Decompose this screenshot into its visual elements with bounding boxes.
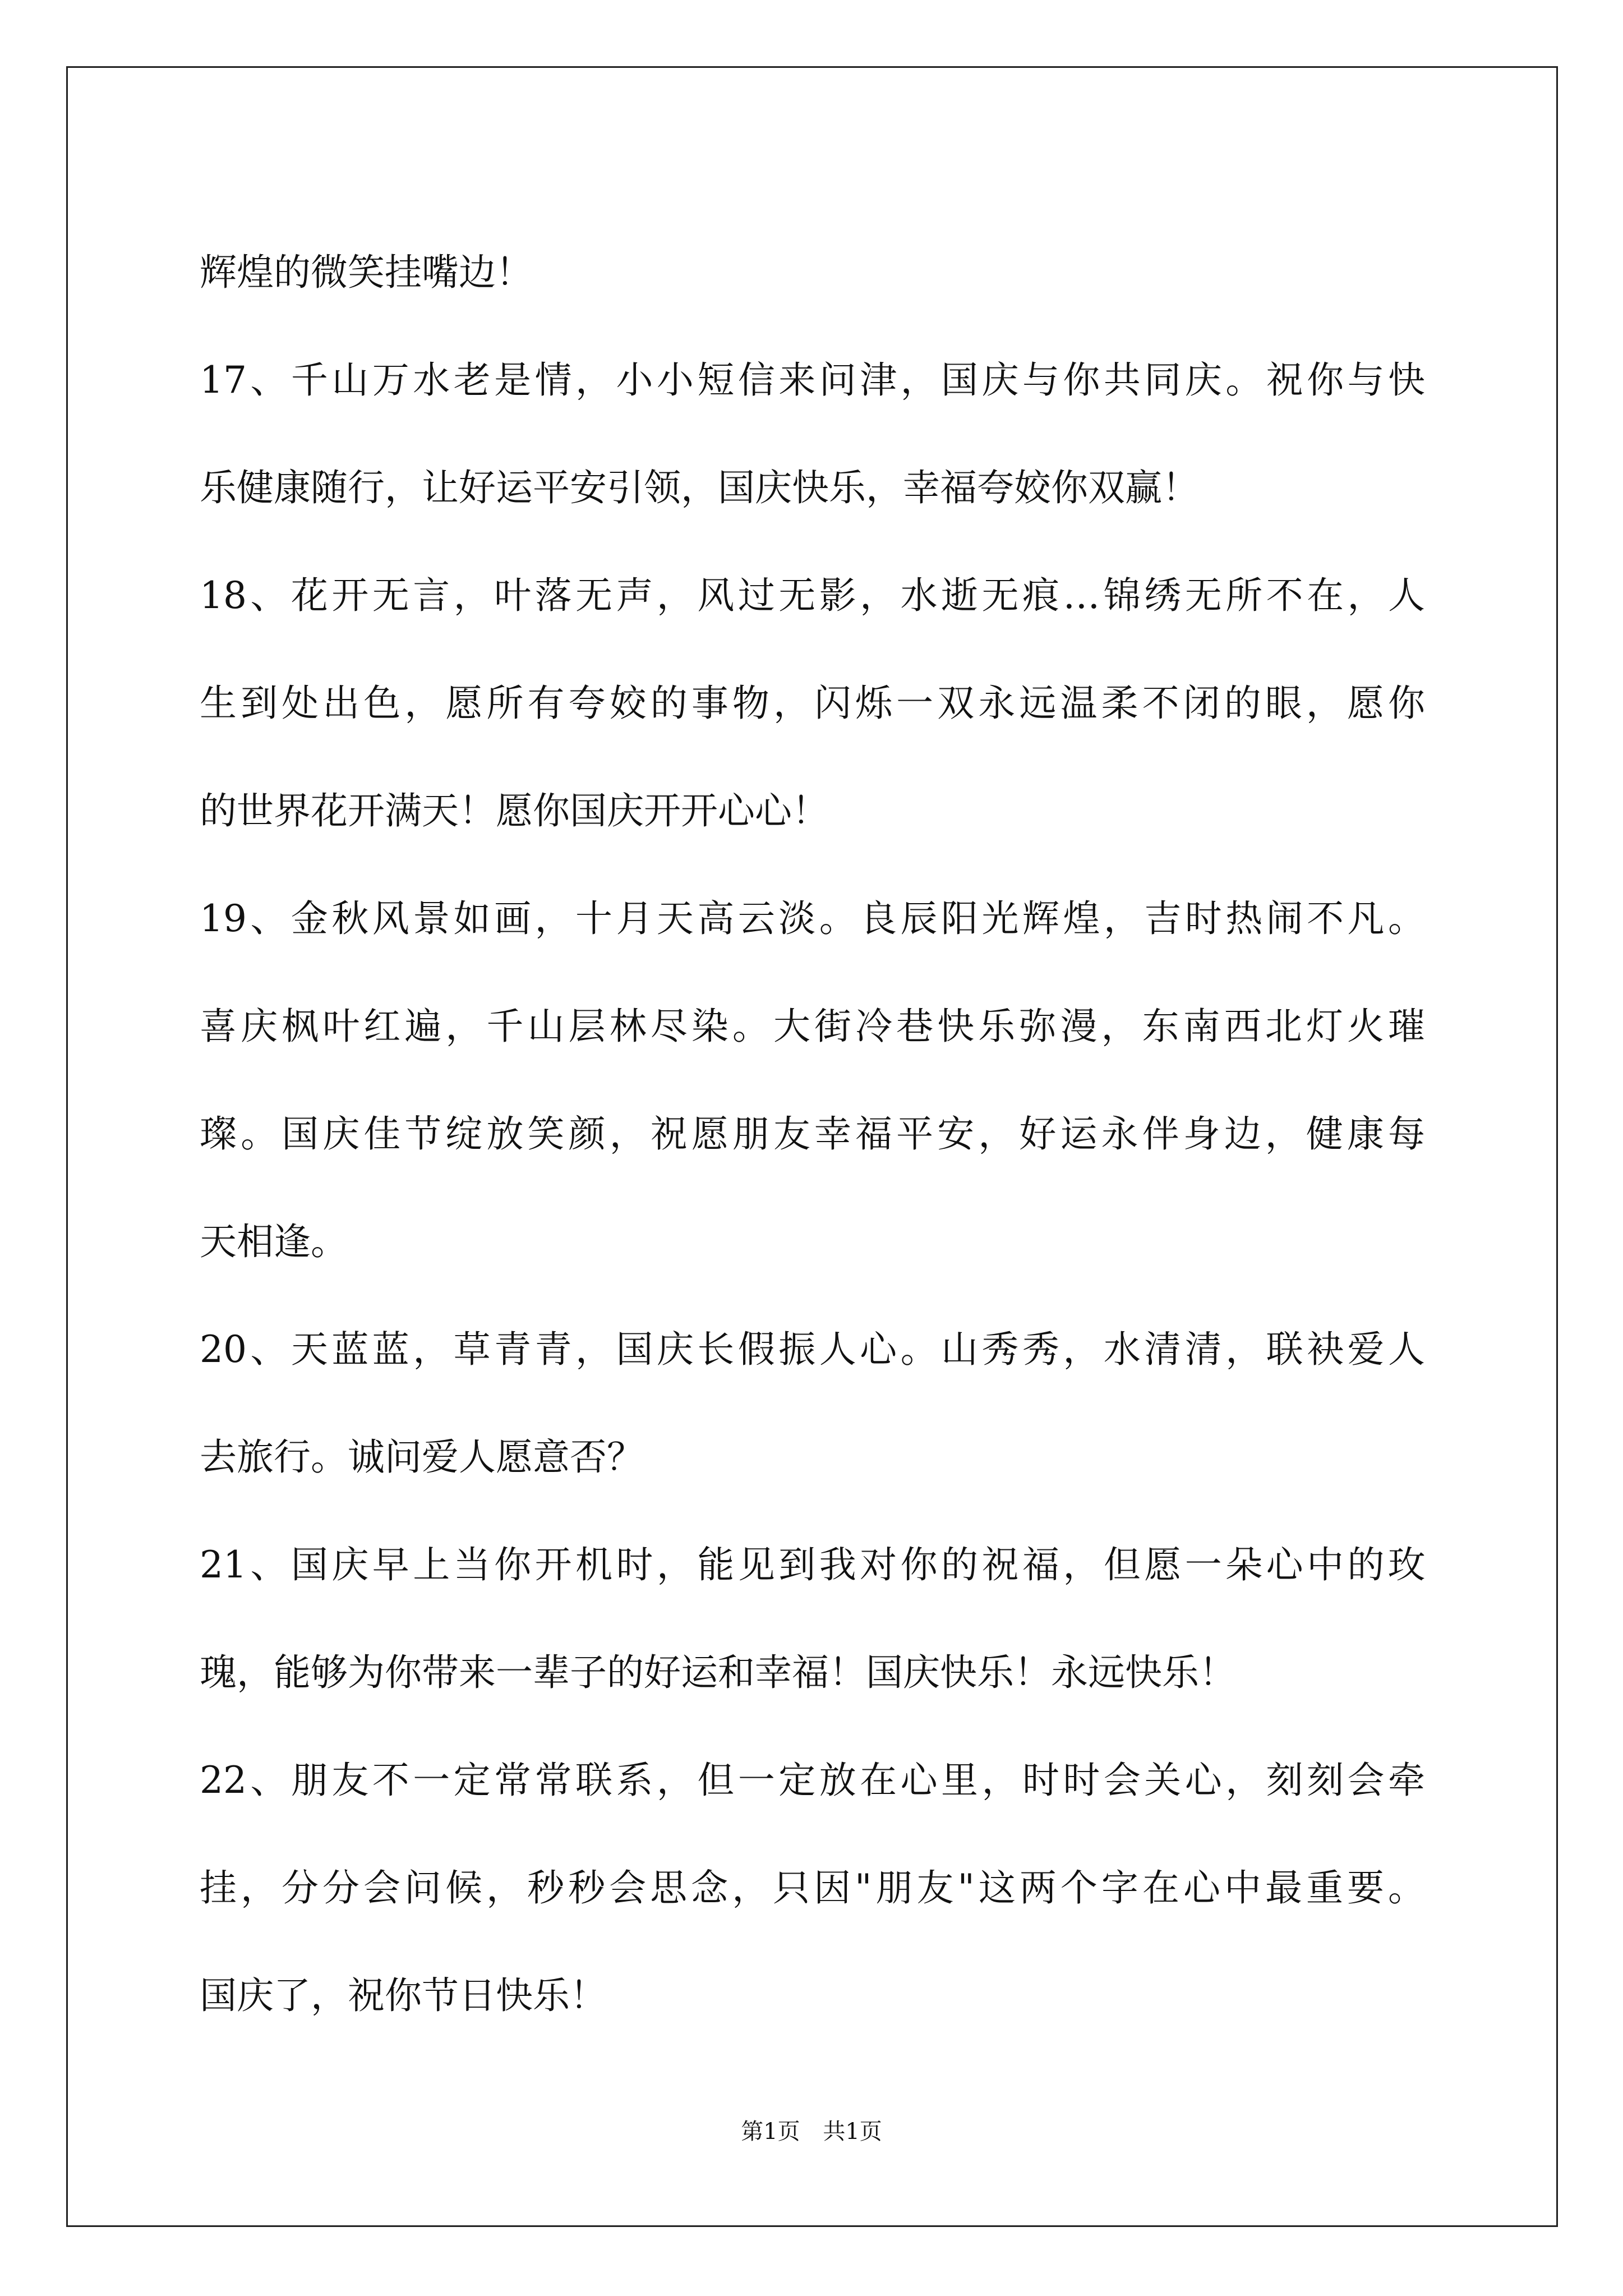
text-line: 20、天蓝蓝，草青青，国庆长假振人心。山秀秀，水清清，联袂爱人 <box>200 1328 1425 1371</box>
text-line: 璨。国庆佳节绽放笑颜，祝愿朋友幸福平安，好运永伴身边，健康每 <box>200 1112 1425 1156</box>
text-line: 挂，分分会问候，秒秒会思念，只因"朋友"这两个字在心中最重要。 <box>200 1866 1425 1910</box>
page-number: 第1页 <box>741 2119 800 2145</box>
text-line: 辉煌的微笑挂嘴边！ <box>200 251 533 294</box>
page-footer <box>0 2114 1623 2146</box>
text-line: 22、朋友不一定常常联系，但一定放在心里，时时会关心，刻刻会牵 <box>200 1759 1425 1802</box>
text-line: 18、花开无言，叶落无声，风过无影，水逝无痕…锦绣无所不在，人 <box>200 574 1425 617</box>
text-line: 乐健康随行，让好运平安引领，国庆快乐，幸福夸姣你双赢！ <box>200 466 1199 509</box>
text-line: 喜庆枫叶红遍，千山层林尽染。大街冷巷快乐弥漫，东南西北灯火璀 <box>200 1005 1425 1048</box>
text-line: 国庆了，祝你节日快乐！ <box>200 1974 607 2017</box>
page-count: 共1页 <box>823 2119 882 2145</box>
text-line: 19、金秋风景如画，十月天高云淡。良辰阳光辉煌，吉时热闹不凡。 <box>200 897 1425 940</box>
text-line: 去旅行。诚问爱人愿意否？ <box>200 1435 644 1479</box>
text-line: 天相逢。 <box>200 1220 348 1263</box>
text-line: 21、国庆早上当你开机时，能见到我对你的祝福，但愿一朵心中的玫 <box>200 1543 1425 1586</box>
text-line: 生到处出色，愿所有夸姣的事物，闪烁一双永远温柔不闭的眼，愿你 <box>200 682 1425 725</box>
document-body <box>200 219 1433 2050</box>
text-line: 17、千山万水老是情，小小短信来问津，国庆与你共同庆。祝你与快 <box>200 358 1425 402</box>
text-line: 瑰，能够为你带来一辈子的好运和幸福！国庆快乐！永远快乐！ <box>200 1651 1236 1694</box>
text-line: 的世界花开满天！愿你国庆开开心心！ <box>200 789 829 832</box>
